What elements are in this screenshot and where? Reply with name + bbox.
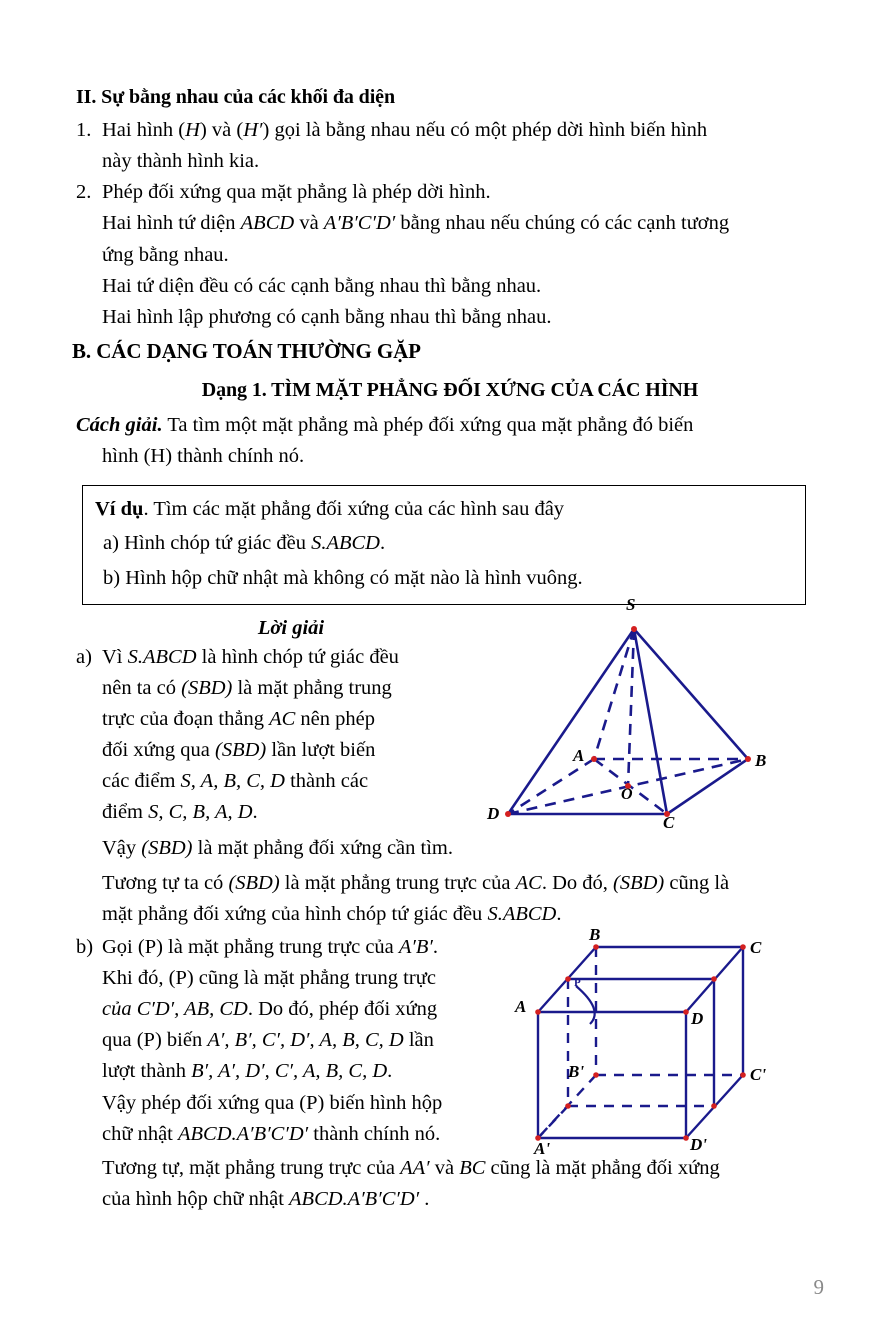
heading-section-ii: II. Sự bằng nhau của các khối đa diện	[76, 86, 395, 108]
edge-AD	[508, 759, 594, 814]
solution-b-line-5: lượt thành B′, A′, D′, C′, A, B, C, D.	[102, 1060, 393, 1083]
label-D: D	[691, 1008, 704, 1028]
example-box	[82, 485, 806, 605]
list-marker: a)	[76, 645, 92, 668]
solution-a-line-1	[76, 642, 520, 672]
list-item-1	[76, 115, 824, 145]
vertex-D	[683, 1009, 689, 1015]
vertex-B	[745, 756, 751, 762]
solution-b-line-6: Vậy phép đối xứng qua (P) biến hình hộp	[102, 1091, 443, 1114]
plane-corner-left	[538, 1106, 568, 1138]
cach-giai-continuation: hình (H) thành chính nó.	[102, 445, 305, 468]
vertex-A	[535, 1009, 541, 1015]
plane-pt-tr	[711, 976, 717, 982]
vertex-Dp	[683, 1135, 689, 1141]
heading-dang-1: Dạng 1. TÌM MẶT PHẲNG ĐỐI XỨNG CỦA CÁC HÌNH	[201, 379, 699, 402]
plane-pt-bl	[565, 1103, 571, 1109]
solution-a-tuongtu-continuation: mặt phẳng đối xứng của hình chóp tứ giác đều S.ABCD.	[102, 902, 562, 925]
label-Ap: A'	[534, 1138, 551, 1158]
solution-a-line-6: điểm S, C, B, A, D.	[102, 801, 258, 824]
label-A: A	[573, 745, 585, 765]
plane-pt-br	[711, 1103, 717, 1109]
solution-b-line-7: chữ nhật ABCD.A′B′C′D′ thành chính nó.	[102, 1122, 441, 1145]
list-marker: 1.	[76, 119, 92, 141]
edge-SB	[634, 629, 748, 759]
figure-pyramid	[476, 594, 806, 832]
page-number: 9	[813, 1275, 824, 1299]
solution-b-line-1-text: Gọi (P) là mặt phẳng trung trực của A′B′.	[102, 935, 439, 958]
solution-b-line-4: qua (P) biến A′, B′, C′, D′, A, B, C, D lần	[102, 1029, 434, 1052]
label-B: B	[589, 924, 601, 944]
sub-line-1: Hai hình tứ diện ABCD và A′B′C′D′ bằng nhau nếu chúng có các cạnh tương	[102, 212, 730, 235]
list-item-2-text: Phép đối xứng qua mặt phẳng là phép dời hình.	[102, 181, 491, 204]
solution-b-line-3: của C′D′, AB, CD. Do đó, phép đối xứng	[102, 998, 438, 1021]
cach-giai-label: Cách giải.	[76, 414, 163, 437]
heading-section-b: B. CÁC DẠNG TOÁN THƯỜNG GẶP	[72, 338, 421, 363]
solution-a-line-5: các điểm S, A, B, C, D thành các	[102, 770, 369, 793]
label-A: A	[515, 996, 527, 1016]
list-marker: 2.	[76, 181, 92, 204]
example-item-b: b) Hình hộp chữ nhật mà không có mặt nào là hình vuông.	[103, 567, 583, 590]
solution-b-line-1	[76, 932, 557, 962]
vertex-B	[593, 944, 599, 950]
solution-a-line-3: trực của đoạn thẳng AC nên phép	[102, 708, 375, 731]
cach-giai-paragraph: Cách giải. Ta tìm một mặt phẳng mà phép đối xứng qua mặt phẳng đó biến	[76, 414, 694, 437]
example-title-line: Ví dụ. Tìm các mặt phẳng đối xứng của các hình sau đây	[95, 497, 565, 520]
list-item-1-continuation: này thành hình kia.	[102, 150, 260, 173]
sub-line-1-continuation: ứng bằng nhau.	[102, 243, 229, 266]
label-C: C	[663, 812, 675, 832]
vertex-D	[505, 811, 511, 817]
edge-CB	[667, 759, 748, 814]
example-label: Ví dụ	[95, 497, 144, 520]
list-marker: b)	[76, 935, 94, 958]
vertex-A	[591, 756, 597, 762]
sub-line-3: Hai hình lập phương có cạnh bằng nhau thì bằng nhau.	[102, 305, 552, 328]
vertex-Cp	[740, 1072, 746, 1078]
solution-b-line-2: Khi đó, (P) cũng là mặt phẳng trung trực	[102, 967, 436, 990]
solution-a-line-4: đối xứng qua (SBD) lần lượt biến	[102, 739, 376, 762]
vertex-Bp	[593, 1072, 599, 1078]
plane-arc	[576, 986, 595, 1024]
edge-SA	[594, 629, 634, 759]
label-Dp: D'	[690, 1134, 707, 1154]
page-content	[72, 84, 824, 1215]
example-item-a: a) Hình chóp tứ giác đều S.ABCD.	[103, 532, 386, 555]
label-S: S	[626, 594, 636, 614]
label-B: B	[755, 750, 767, 770]
solution-a-tuongtu-line: Tương tự ta có (SBD) là mặt phẳng trung trực của AC. Do đó, (SBD) cũng là	[102, 871, 730, 894]
solution-a-line-1-text: Vì S.ABCD là hình chóp tứ giác đều	[102, 645, 399, 668]
label-Bp: B'	[568, 1061, 585, 1081]
figure-cube	[515, 924, 828, 1164]
edge-SC	[634, 629, 667, 814]
solution-part-b-block	[76, 924, 824, 1214]
sub-line-2: Hai tứ diện đều có các cạnh bằng nhau thì bằng nhau.	[102, 274, 542, 297]
pyramid-svg	[476, 608, 806, 823]
solution-a-vay-line: Vậy (SBD) là mặt phẳng đối xứng cần tìm.	[102, 836, 453, 859]
list-item-1-text: Hai hình (H) và (H′) gọi là bằng nhau nếu có một phép dời hình biến hình	[102, 119, 708, 141]
label-P: P	[574, 976, 581, 989]
label-D: D	[487, 803, 500, 823]
cube-svg	[528, 924, 828, 1159]
solution-b-line-9: của hình hộp chữ nhật ABCD.A′B′C′D′ .	[102, 1187, 430, 1210]
plane-pt-tl	[565, 976, 571, 982]
label-Cp: C'	[750, 1064, 767, 1084]
solution-a-line-2: nên ta có (SBD) là mặt phẳng trung	[102, 676, 392, 699]
label-C: C	[750, 937, 762, 957]
edge-SO	[628, 629, 634, 786]
solution-b-line-8: Tương tự, mặt phẳng trung trực của AA′ và BC cũng là mặt phẳng đối xứng	[102, 1156, 720, 1179]
edge-SD	[508, 629, 634, 814]
vertex-C	[740, 944, 746, 950]
vertex-S	[631, 626, 637, 632]
list-item-2	[76, 177, 824, 207]
label-O: O	[621, 785, 633, 803]
solution-title: Lời giải	[257, 616, 325, 639]
